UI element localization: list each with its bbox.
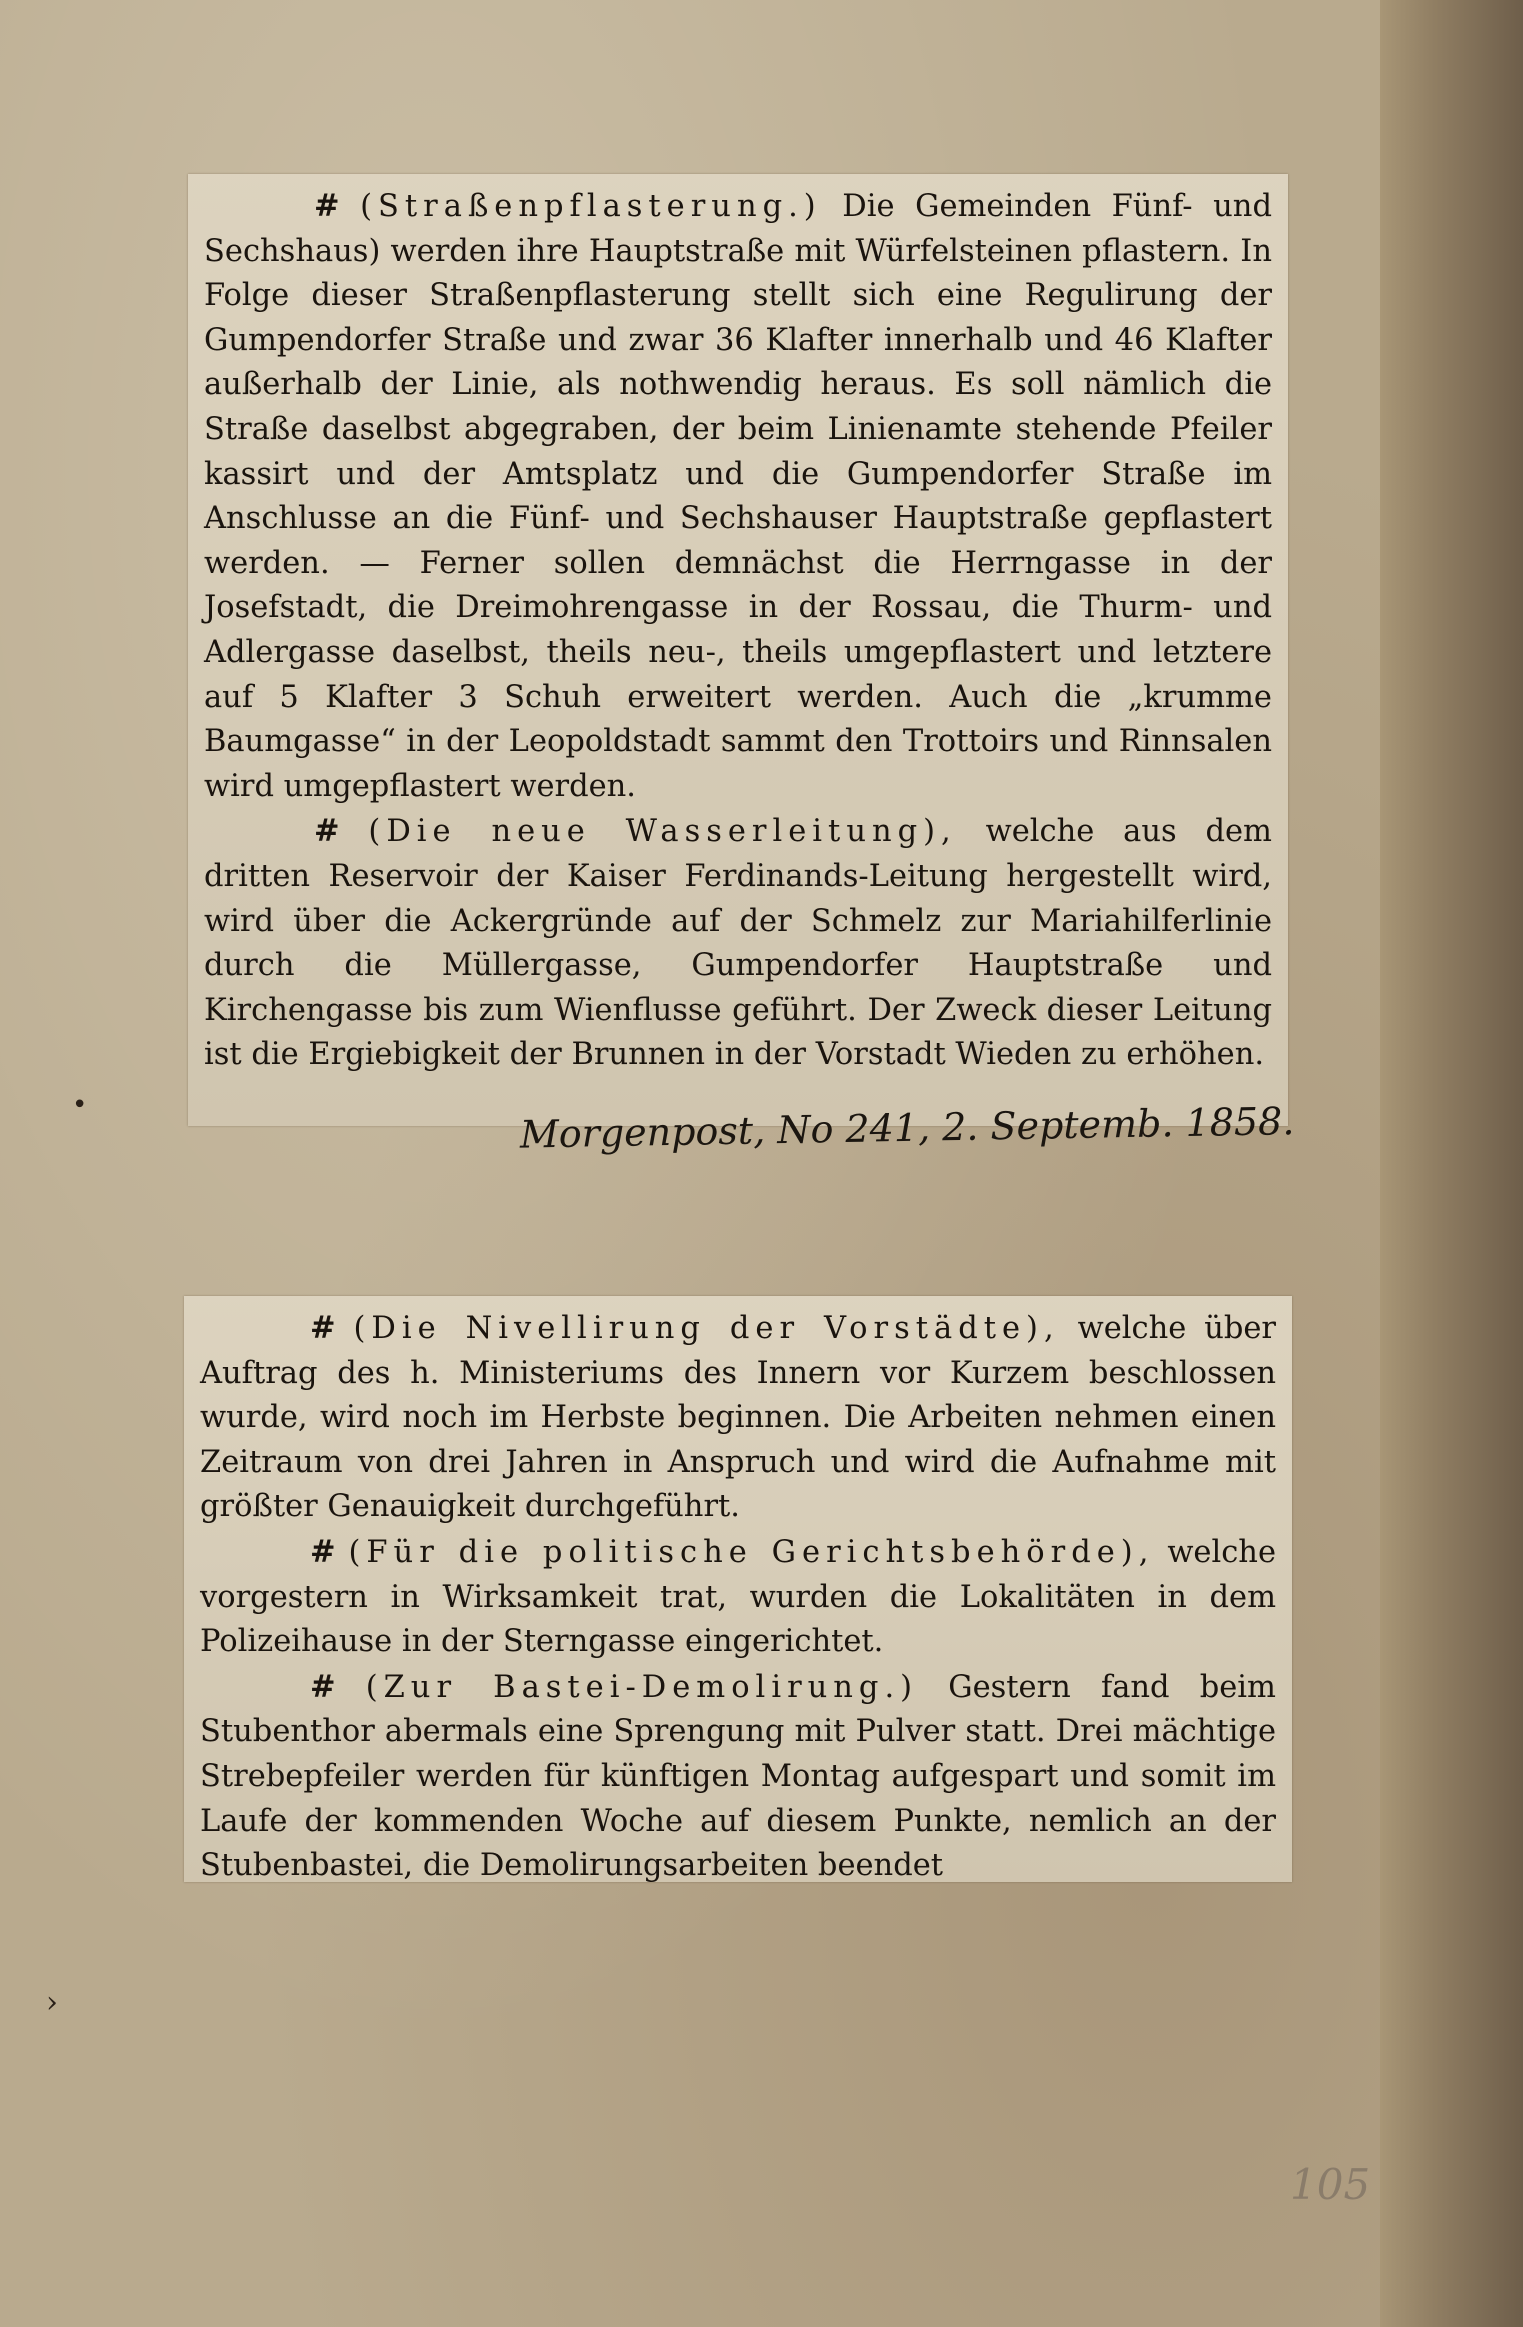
hash-mark: #: [314, 813, 340, 850]
archive-page-number: 105: [1290, 2160, 1371, 2209]
margin-mark: ›: [46, 1985, 58, 2020]
article-strassenpflasterung: [204, 184, 1272, 809]
article-body: Gestern fand beim Stubenthor abermals eine Sprengung mit Pulver statt. Drei mächtige Strebepfeiler werden für künftigen Montag aufgespart und somit im Laufe der kommenden Woche auf diesem Punkte, nemlich an der Stubenbastei, die Demolirungsarbeiten beendet: [200, 1669, 1276, 1884]
article-body: welche über Auftrag des h. Ministeriums des Innern vor Kurzem beschlossen wurde, wird noch im Herbste beginnen. Die Arbeiten nehmen einen Zeitraum von drei Jahren in Anspruch und wird die Aufnahme mit größter Genauigkeit durchgeführt.: [200, 1311, 1277, 1525]
article-gerichtsbehoerde: [200, 1530, 1276, 1665]
article-body: welche vorgestern in Wirksamkeit trat, wurden die Lokalitäten in dem Polizeihause in der Sterngasse eingerichtet.: [200, 1534, 1276, 1660]
article-heading: (Die Nivellirung der Vorstädte),: [353, 1311, 1060, 1346]
clipping-1-text: [204, 184, 1272, 1078]
article-heading: (Für die politische Gerichtsbehörde),: [348, 1534, 1155, 1570]
article-heading: (Straßenpflasterung.): [360, 189, 822, 224]
article-body: Die Gemeinden Fünf- und Sechshaus) werden ihre Hauptstraße mit Würfelsteinen pflastern. In Folge dieser Straßenpflasterung stellt sich eine Regulirung der Gumpendorfer Straße und zwar 36 Klafter innerhalb und 46 Klafter außerhalb der Linie, als nothwendig heraus. Es soll nämlich die Straße daselbst abgegraben, der beim Linienamte stehende Pfeiler kassirt und der Amtsplatz und die Gumpendorfer Straße im Anschlusse an die Fünf- und Sechshauser Hauptstraße gepflastert werden. — Ferner sollen demnächst die Herrngasse in der Josefstadt, die Dreimohrengasse in der Rossau, die Thurm- und Adlergasse daselbst, theils neu-, theils umgepflastert und letztere auf 5 Klafter 3 Schuh erweitert werden. Auch die „krumme Baumgasse“ in der Leopoldstadt sammt den Trottoirs und Rinnsalen wird umgepflastert werden.: [204, 189, 1272, 804]
handwritten-source-note: Morgenpost, No 241, 2. Septemb. 1858.: [519, 1099, 1295, 1157]
article-bastei-demolirung: [200, 1665, 1276, 1889]
page-edge: [1380, 0, 1523, 2327]
article-wasserleitung: [204, 809, 1272, 1078]
margin-mark: •: [72, 1090, 88, 1120]
hash-mark: #: [310, 1668, 336, 1705]
hash-mark: #: [314, 188, 340, 224]
newspaper-clipping-1: [188, 174, 1288, 1126]
article-heading: (Zur Bastei-Demolirung.): [365, 1669, 919, 1705]
hash-mark: #: [310, 1533, 336, 1570]
hash-mark: #: [310, 1310, 336, 1346]
article-nivellirung: [200, 1306, 1276, 1530]
clipping-2-text: [200, 1306, 1276, 1889]
newspaper-clipping-2: [184, 1296, 1292, 1882]
article-body: welche aus dem dritten Reservoir der Kaiser Ferdinands-Leitung hergestellt wird, wird über die Ackergründe auf der Schmelz zur Mariahilferlinie durch die Müllergasse, Gumpendorfer Hauptstraße und Kirchengasse bis zum Wienflusse geführt. Der Zweck dieser Leitung ist die Ergiebigkeit der Brunnen in der Vorstadt Wieden zu erhöhen.: [204, 814, 1272, 1073]
article-heading: (Die neue Wasserleitung),: [368, 814, 957, 850]
